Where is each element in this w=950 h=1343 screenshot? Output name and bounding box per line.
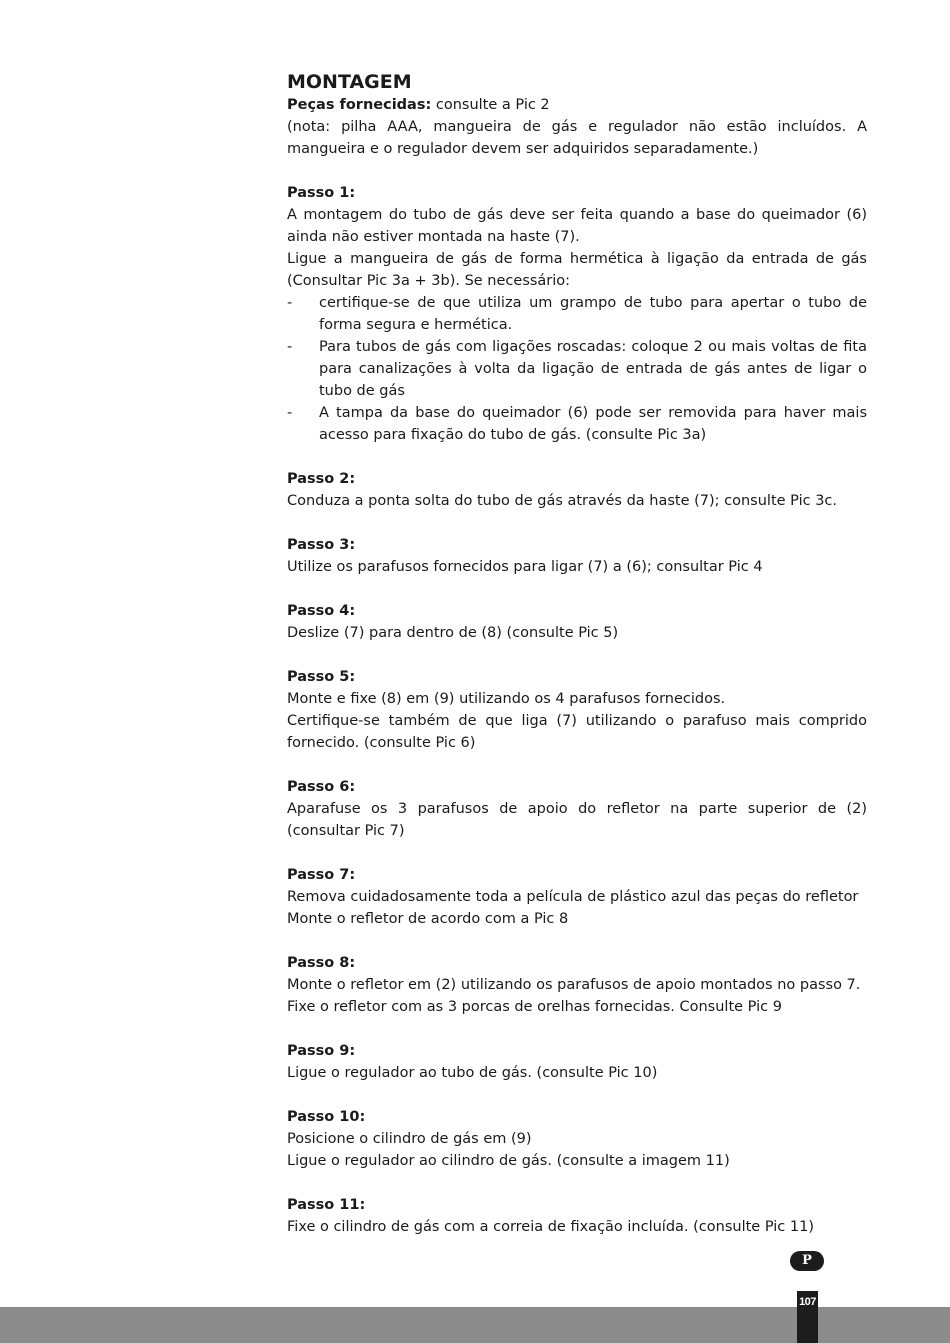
step-heading: Passo 8: xyxy=(287,955,356,971)
step-section xyxy=(287,534,867,600)
step-text: Certifique-se também de que liga (7) utilizando o parafuso mais comprido fornecido. (consulte Pic 6) xyxy=(287,713,867,751)
step-section xyxy=(287,1106,867,1194)
step-text: Remova cuidadosamente toda a película de plástico azul das peças do refletor xyxy=(287,889,859,905)
bullet-item xyxy=(287,336,867,402)
step-heading: Passo 11: xyxy=(287,1197,366,1213)
step-heading: Passo 7: xyxy=(287,867,356,883)
bullet-marker: - xyxy=(287,339,293,355)
step-heading: Passo 2: xyxy=(287,471,356,487)
supplied-parts-note: (nota: pilha AAA, mangueira de gás e regulador não estão incluídos. A mangueira e o regulador devem ser adquiridos separadamente.) xyxy=(287,119,867,157)
step-heading: Passo 6: xyxy=(287,779,356,795)
step-section xyxy=(287,1040,867,1106)
page-title: MONTAGEM xyxy=(287,71,412,93)
step-text: Monte e fixe (8) em (9) utilizando os 4 parafusos fornecidos. xyxy=(287,691,726,707)
step-heading: Passo 10: xyxy=(287,1109,366,1125)
step-section xyxy=(287,864,867,952)
bullet-text: A tampa da base do queimador (6) pode ser removida para haver mais acesso para fixação do tubo de gás. (consulte Pic 3a) xyxy=(319,405,867,443)
step-text: Monte o refletor de acordo com a Pic 8 xyxy=(287,911,569,927)
supplied-parts-label: Peças fornecidas: xyxy=(287,97,432,113)
step-section xyxy=(287,666,867,776)
step-text: Deslize (7) para dentro de (8) (consulte Pic 5) xyxy=(287,625,619,641)
bullet-marker: - xyxy=(287,405,293,421)
supplied-parts xyxy=(287,94,867,116)
step-text: Aparafuse os 3 parafusos de apoio do refletor na parte superior de (2) (consultar Pic 7) xyxy=(287,801,867,839)
step-text: Ligue a mangueira de gás de forma hermética à ligação da entrada de gás (Consultar Pic 3a + 3b). Se necessário: xyxy=(287,251,867,289)
steps-list xyxy=(287,182,867,1238)
step-section xyxy=(287,776,867,864)
step-text: Fixe o refletor com as 3 porcas de orelhas fornecidas. Consulte Pic 9 xyxy=(287,999,782,1015)
step-text: Fixe o cilindro de gás com a correia de fixação incluída. (consulte Pic 11) xyxy=(287,1219,814,1235)
bullet-item xyxy=(287,402,867,446)
bullet-text: certifique-se de que utiliza um grampo de tubo para apertar o tubo de forma segura e hermética. xyxy=(319,295,867,333)
bullet-text: Para tubos de gás com ligações roscadas: coloque 2 ou mais voltas de fita para canalizações à volta da ligação de entrada de gás antes de ligar o tubo de gás xyxy=(319,339,867,399)
step-section xyxy=(287,600,867,666)
step-text: Conduza a ponta solta do tubo de gás através da haste (7); consulte Pic 3c. xyxy=(287,493,838,509)
step-heading: Passo 1: xyxy=(287,185,356,201)
document-body xyxy=(287,70,867,1238)
step-text: Monte o refletor em (2) utilizando os parafusos de apoio montados no passo 7. xyxy=(287,977,861,993)
step-text: A montagem do tubo de gás deve ser feita quando a base do queimador (6) ainda não estiver montada na haste (7). xyxy=(287,207,867,245)
bullet-marker: - xyxy=(287,295,293,311)
bullet-item xyxy=(287,292,867,336)
step-heading: Passo 4: xyxy=(287,603,356,619)
step-text: Ligue o regulador ao tubo de gás. (consulte Pic 10) xyxy=(287,1065,658,1081)
step-heading: Passo 9: xyxy=(287,1043,356,1059)
step-section xyxy=(287,468,867,534)
step-text: Utilize os parafusos fornecidos para ligar (7) a (6); consultar Pic 4 xyxy=(287,559,763,575)
step-heading: Passo 5: xyxy=(287,669,356,685)
supplied-parts-text: consulte a Pic 2 xyxy=(431,97,550,113)
page-number: 107 xyxy=(797,1291,818,1343)
step-text: Posicione o cilindro de gás em (9) xyxy=(287,1131,532,1147)
language-badge: P xyxy=(790,1251,824,1271)
step-text: Ligue o regulador ao cilindro de gás. (consulte a imagem 11) xyxy=(287,1153,730,1169)
step-section xyxy=(287,1194,867,1238)
step-section xyxy=(287,952,867,1040)
step-heading: Passo 3: xyxy=(287,537,356,553)
step-section xyxy=(287,182,867,468)
